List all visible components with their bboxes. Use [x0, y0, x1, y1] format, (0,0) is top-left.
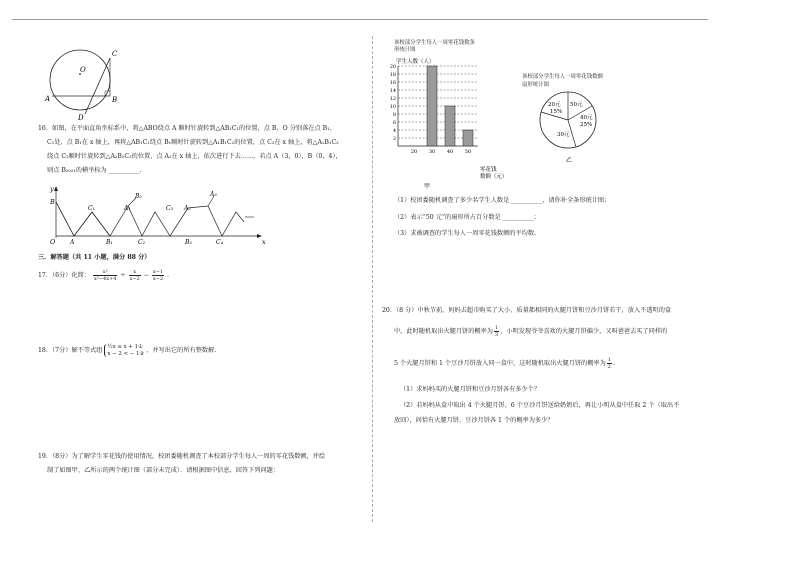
- label-c1: C₁: [88, 205, 95, 212]
- bar-50: [463, 130, 473, 146]
- q17-op2: −: [143, 272, 149, 279]
- q19-part1: （1）校团委随机调查了多少名学生人数是 __________，请你补全条形统计图；: [394, 197, 611, 204]
- x-tick-label: 30: [428, 149, 436, 155]
- section-heading: 三．解答题（共 11 小题，满分 88 分）: [38, 254, 151, 261]
- circle: [50, 50, 110, 110]
- bar-chart-xlabel-2: 数额（元）: [480, 174, 508, 180]
- bar-chart-title-2: 形统计图: [394, 47, 416, 53]
- rotation-figure: [40, 184, 270, 244]
- bar-grid: [398, 66, 478, 138]
- y-tick-label: 18: [389, 72, 396, 78]
- y-tick-label: 16: [389, 80, 396, 86]
- y-tick-label: 2: [392, 136, 396, 142]
- q20-part2a: （2）若妈妈从盒中取出 4 个火腿月饼、6 个豆沙月饼送给奶奶后，再让小明从盒中任取 2 个（取出不: [400, 402, 680, 409]
- x-tick-label: 40: [446, 149, 454, 155]
- q20-prob-1: $\frac{1}{3}$: [495, 325, 499, 338]
- pie-label-50yuan: 50元: [570, 102, 583, 108]
- q18-ineq-2: x − 2 < − 1②: [107, 350, 145, 357]
- bar-y-ticks: [390, 64, 396, 142]
- q17-suffix: .: [167, 272, 169, 279]
- pie-label-40yuan: 40元: [580, 115, 593, 121]
- q20-line2a: 中，此时随机取出火腿月饼的概率为: [394, 328, 493, 335]
- q18-prefix: 18．（7分）解不等式组: [38, 347, 103, 354]
- pie-chart-caption: 乙: [566, 157, 573, 164]
- bar-chart-caption: 甲: [424, 183, 431, 190]
- label-b2: B₂: [135, 193, 142, 200]
- column-divider: [372, 36, 373, 522]
- q19-line1: 19．（8分）为了解学生零花钱的使用情况，校团委随机调查了本校部分学生每人一周的零花钱数额，并绘: [38, 453, 326, 460]
- bar-chart: [380, 54, 520, 190]
- label-b1: B₁: [106, 239, 113, 244]
- pie-label-20yuan: 20元: [548, 102, 561, 108]
- label-b: B: [112, 96, 118, 104]
- y-tick-label: 10: [389, 104, 396, 110]
- y-tick-label: 8: [392, 112, 396, 118]
- q18-ineq-1: ½x ≤ x + 1①: [107, 344, 143, 350]
- y-tick-label: 6: [392, 120, 396, 126]
- pie-chart: [530, 86, 610, 166]
- label-x: x: [262, 238, 266, 244]
- label-d: D: [78, 114, 84, 122]
- q17-fraction-2: $\frac{x}{x-2}$: [129, 269, 140, 282]
- q16-line4: [47, 166, 142, 175]
- label-o: O: [50, 238, 56, 244]
- label-a3: A₃: [210, 191, 217, 198]
- label-a: A: [45, 95, 51, 103]
- bar-chart-title-1: 该校部分学生每人一周零花钱数条: [394, 40, 475, 46]
- q17-fraction-1: $\frac{\text{x²}}{\text{x²−4x+4}}$: [94, 269, 117, 282]
- q19-line2: 制了如图甲、乙所示的两个统计图（部分未完成）．请根据图中信息，回答下列问题：: [47, 467, 280, 474]
- pie-chart-title-1: 该校部分学生每人一周零花钱数额: [522, 74, 603, 80]
- pie-label-30yuan: 30元: [557, 132, 570, 138]
- y-tick-label: 12: [389, 96, 396, 102]
- bar-chart-xlabel-1: 零花钱: [480, 167, 497, 173]
- bar-30: [427, 66, 437, 146]
- q20-line3b: .: [612, 360, 615, 367]
- label-a: A: [70, 239, 75, 244]
- q17-op1: ÷: [120, 272, 126, 279]
- x-tick-label: 50: [464, 149, 472, 155]
- q16-answer-blank[interactable]: __________.: [108, 167, 142, 174]
- q20-line3: [394, 357, 615, 371]
- q20-part2b: 放回），问恰有火腿月饼、豆沙月饼各 1 个的概率为多少？: [394, 417, 554, 424]
- circle-figure: [40, 44, 130, 126]
- q20-line1: 20．（8 分）中秋节前，妈妈去超市购买了大小、质量都相同的火腿月饼和豆沙月饼若干，放入不透明的盒: [382, 307, 672, 314]
- q19-part2: （2）表示“50 元”的扇形所占百分数是 __________；: [394, 214, 540, 221]
- pie-label-15pct: 15%: [550, 109, 563, 115]
- pie-chart-title-2: 扇形统计图: [522, 82, 549, 88]
- q17: [38, 269, 169, 283]
- label-c: C: [112, 50, 118, 58]
- q20-line3a: 5 个火腿月饼和 1 个豆沙月饼放入同一盒中，这时随机取出火腿月饼的概率为: [394, 360, 606, 367]
- label-o: O: [80, 66, 86, 74]
- label-b: B: [50, 198, 55, 206]
- q17-prefix: 17．（6分）化简：: [38, 272, 91, 279]
- q20-prob-2: $\frac{1}{2}$: [607, 357, 611, 370]
- q18-suffix: ，并写出它的所有整数解.: [146, 347, 217, 354]
- label-y: y: [50, 185, 54, 193]
- chord-cd: [85, 58, 110, 114]
- label-c2: C₂: [138, 239, 145, 244]
- q16-line1: 16．如图，在平面直角坐标系中，将△ABO绕点 A 顺时针旋转到△AB₁C₁的位置，点 B、O 分别落在点 B₁、: [38, 125, 336, 132]
- label-c3: C₃: [166, 205, 173, 212]
- label-a1: A₁: [124, 205, 131, 212]
- q18-system: [104, 344, 144, 357]
- bar-chart-ylabel: 学生人数（人）: [396, 59, 435, 65]
- q16-line3: 绕点 C₂顺时针旋转到△A₂B₂C₂的位置，点 A₂在 x 轴上，依次进行下去……，若点 A（3，0），B（0，4），: [47, 153, 342, 160]
- q16-line2: C₁处，点 B₁在 x 轴上，再将△AB₁C₁绕点 B₁顺时针旋转到△A₁B₁C₂的位置，点 C₂在 x 轴上，将△A₁B₁C₂: [47, 139, 339, 146]
- label-b3: B₃: [185, 239, 192, 244]
- q18: [38, 344, 216, 358]
- q20-part1: （1）求妈妈买的火腿月饼和豆沙月饼各有多少个？: [400, 386, 541, 393]
- x-tick-label: 20: [410, 149, 418, 155]
- q16-line4-text: 则点 B₂₀₂₁的横坐标为: [47, 167, 107, 174]
- q17-fraction-3: $\frac{x-1}{x-2}$: [152, 269, 164, 282]
- label-a2: A₂: [184, 205, 191, 212]
- label-c4: C₄: [216, 239, 223, 244]
- pie-label-25pct: 25%: [580, 122, 593, 128]
- y-tick-label: 20: [389, 64, 396, 70]
- q19-part3: （3）求被调查的学生每人一周零花钱数额的平均数.: [394, 230, 537, 237]
- y-tick-label: 4: [392, 128, 396, 134]
- q20-line2b: ，小明发现爷爷喜欢的火腿月饼偏少，又叫爸爸去买了同样的: [500, 328, 668, 335]
- bar-x-ticks: [411, 149, 471, 155]
- y-tick-label: 14: [389, 88, 396, 94]
- bar-40: [445, 106, 455, 146]
- top-rule: [12, 19, 708, 20]
- q20-line2: [394, 325, 667, 339]
